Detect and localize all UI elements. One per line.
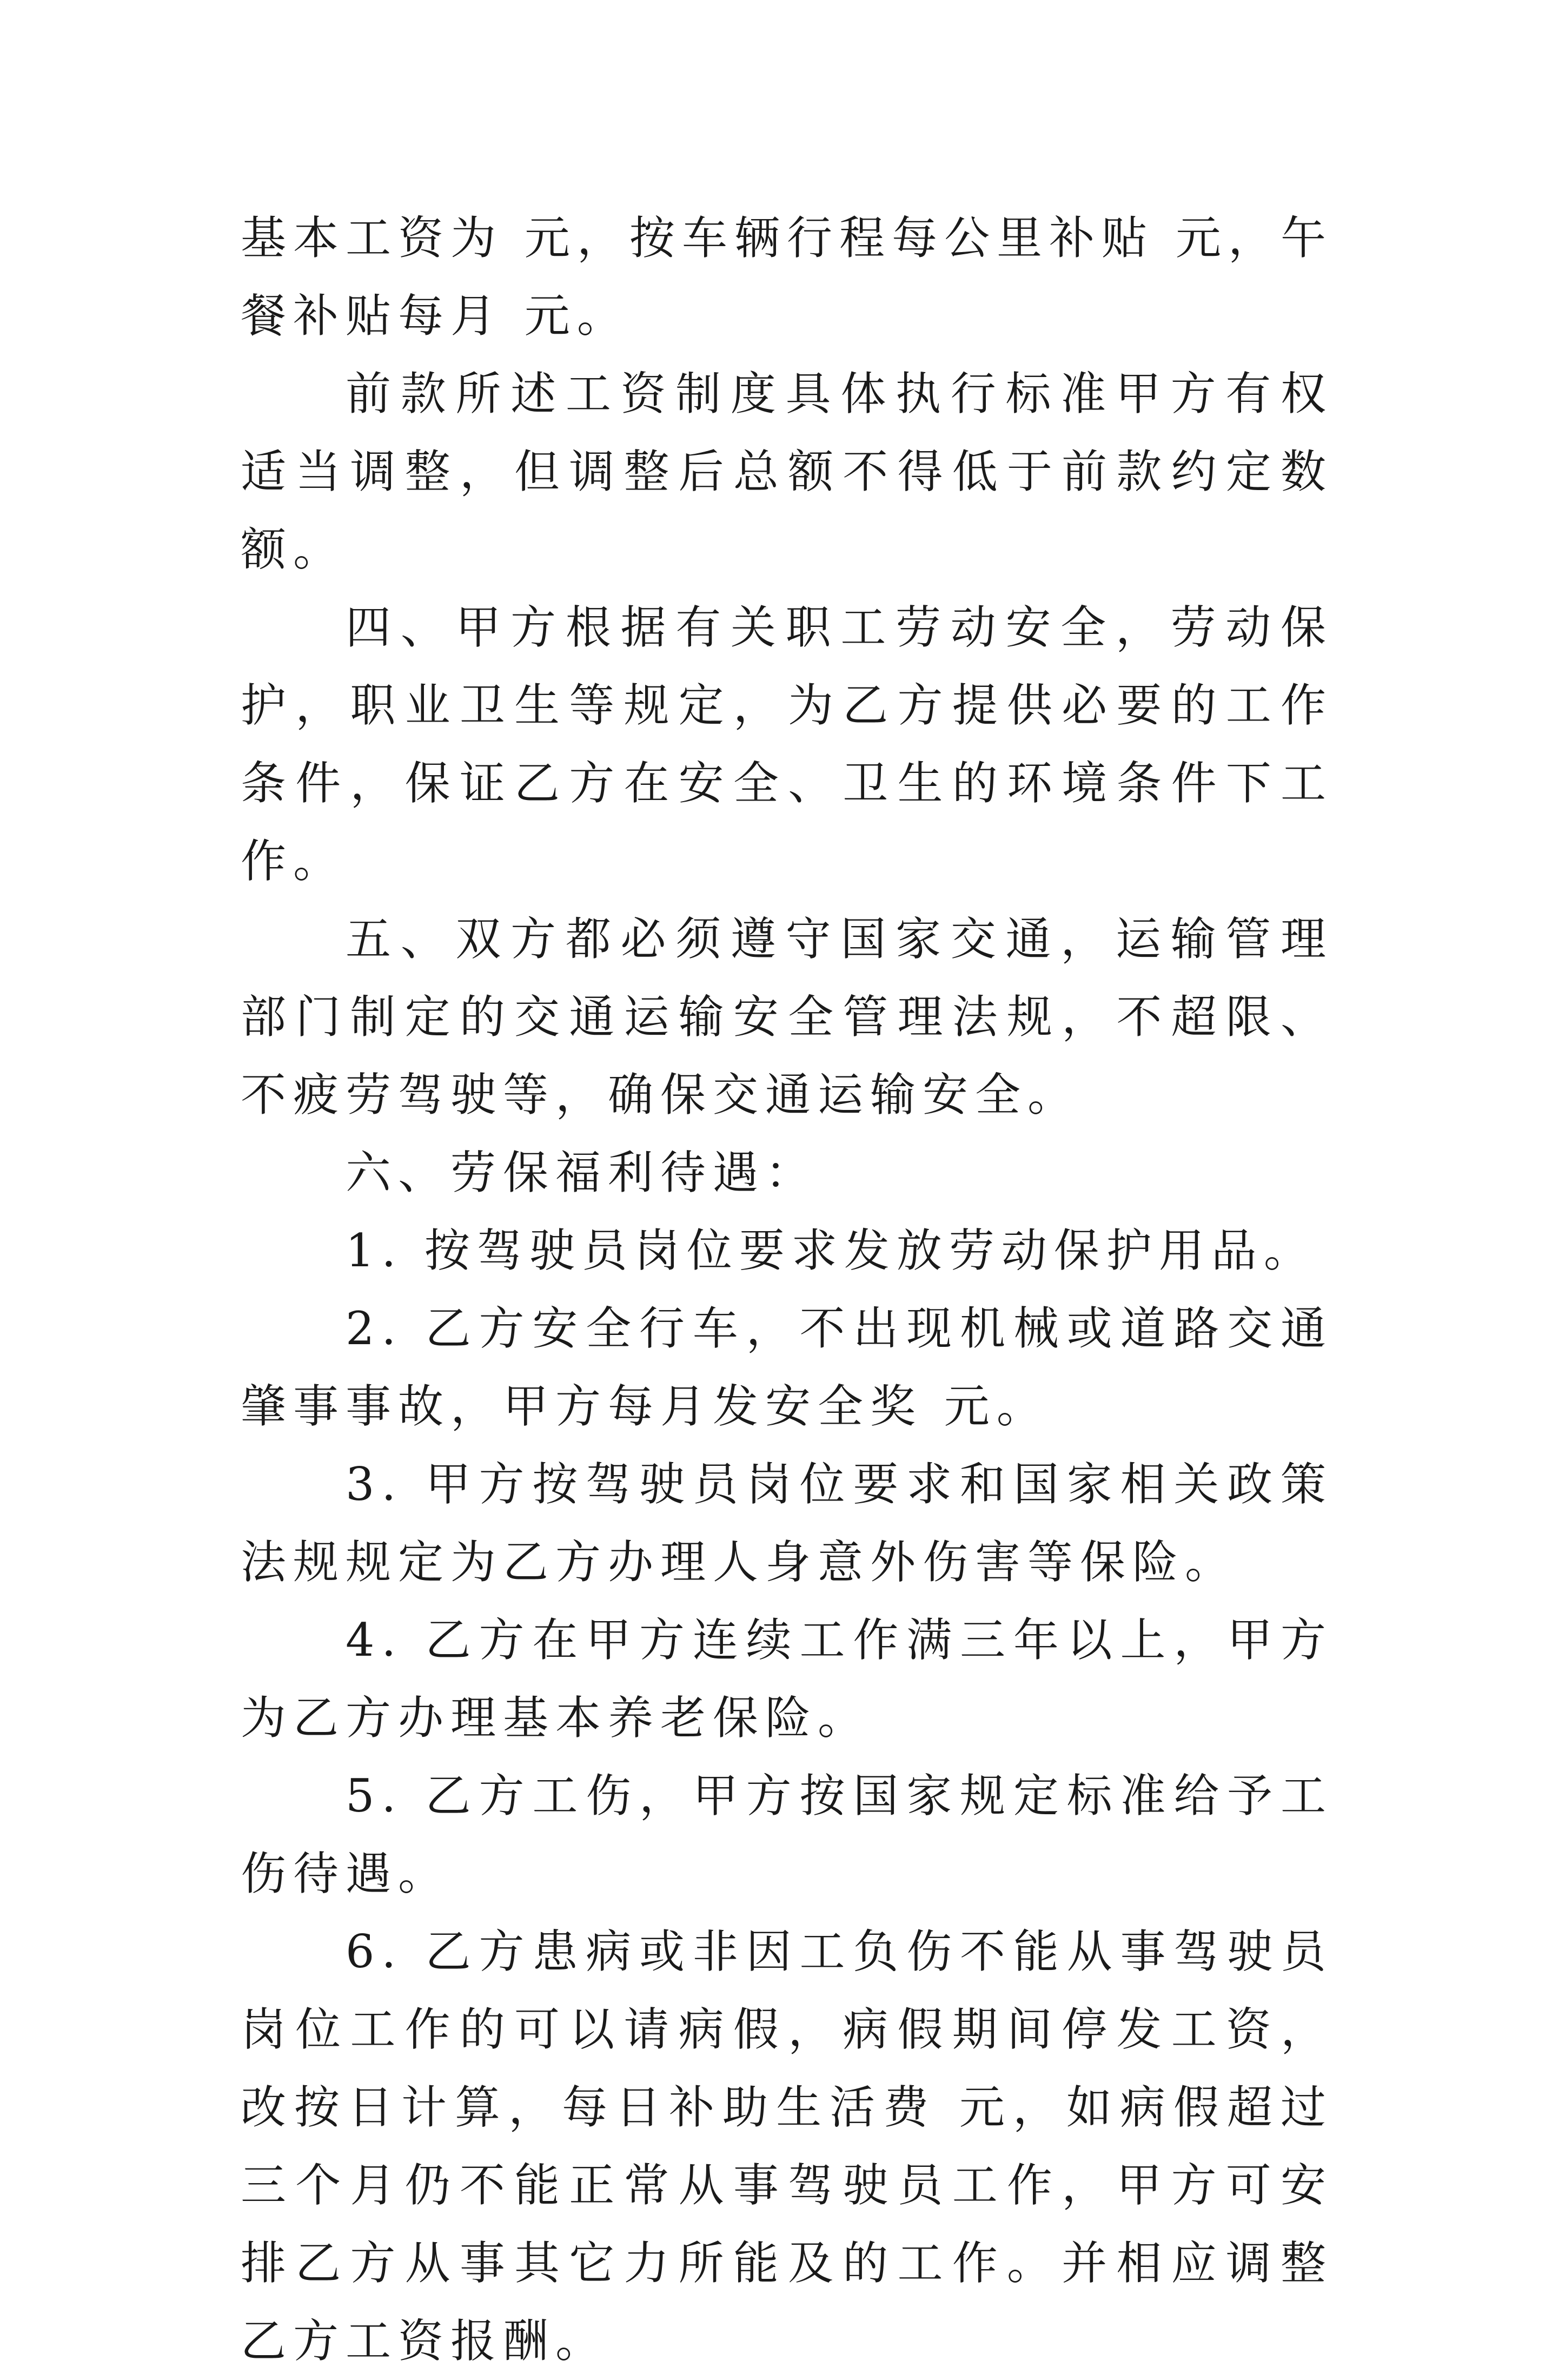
list-item-3: 3. 甲方按驾驶员岗位要求和国家相关政策法规规定为乙方办理人身意外伤害等保险。 <box>241 1458 1333 1589</box>
list-item-6: 6. 乙方患病或非因工负伤不能从事驾驶员岗位工作的可以请病假，病假期间停发工资，改按日计算，每日补助生活费 元，如病假超过三个月仍不能正常从事驾驶员工作，甲方可安排乙方从事其它力所能及的工作。并相应调整乙方工资报酬。 <box>241 1925 1333 2368</box>
list-item-1: 1. 按驾驶员岗位要求发放劳动保护用品。 <box>346 1224 1316 1277</box>
paragraph-basic-wage: 基本工资为 元，按车辆行程每公里补贴 元，午餐补贴每月 元。 <box>241 211 1333 342</box>
document-body <box>241 199 1333 2380</box>
paragraph-clause-six-heading: 六、劳保福利待遇： <box>346 1146 818 1199</box>
paragraph-clause-four: 四、甲方根据有关职工劳动安全，劳动保护，职业卫生等规定，为乙方提供必要的工作条件，保证乙方在安全、卫生的环境条件下工作。 <box>241 601 1333 888</box>
paragraph-wage-adjustment: 前款所述工资制度具体执行标准甲方有权适当调整，但调整后总额不得低于前款约定数额。 <box>241 367 1333 576</box>
list-item-2: 2. 乙方安全行车，不出现机械或道路交通肇事事故，甲方每月发安全奖 元。 <box>241 1302 1333 1433</box>
list-item-4: 4. 乙方在甲方连续工作满三年以上，甲方为乙方办理基本养老保险。 <box>241 1614 1333 1744</box>
list-item-5: 5. 乙方工伤，甲方按国家规定标准给予工伤待遇。 <box>241 1769 1333 1900</box>
paragraph-clause-five: 五、双方都必须遵守国家交通，运输管理部门制定的交通运输安全管理法规，不超限、不疲劳驾驶等，确保交通运输安全。 <box>241 913 1333 1121</box>
